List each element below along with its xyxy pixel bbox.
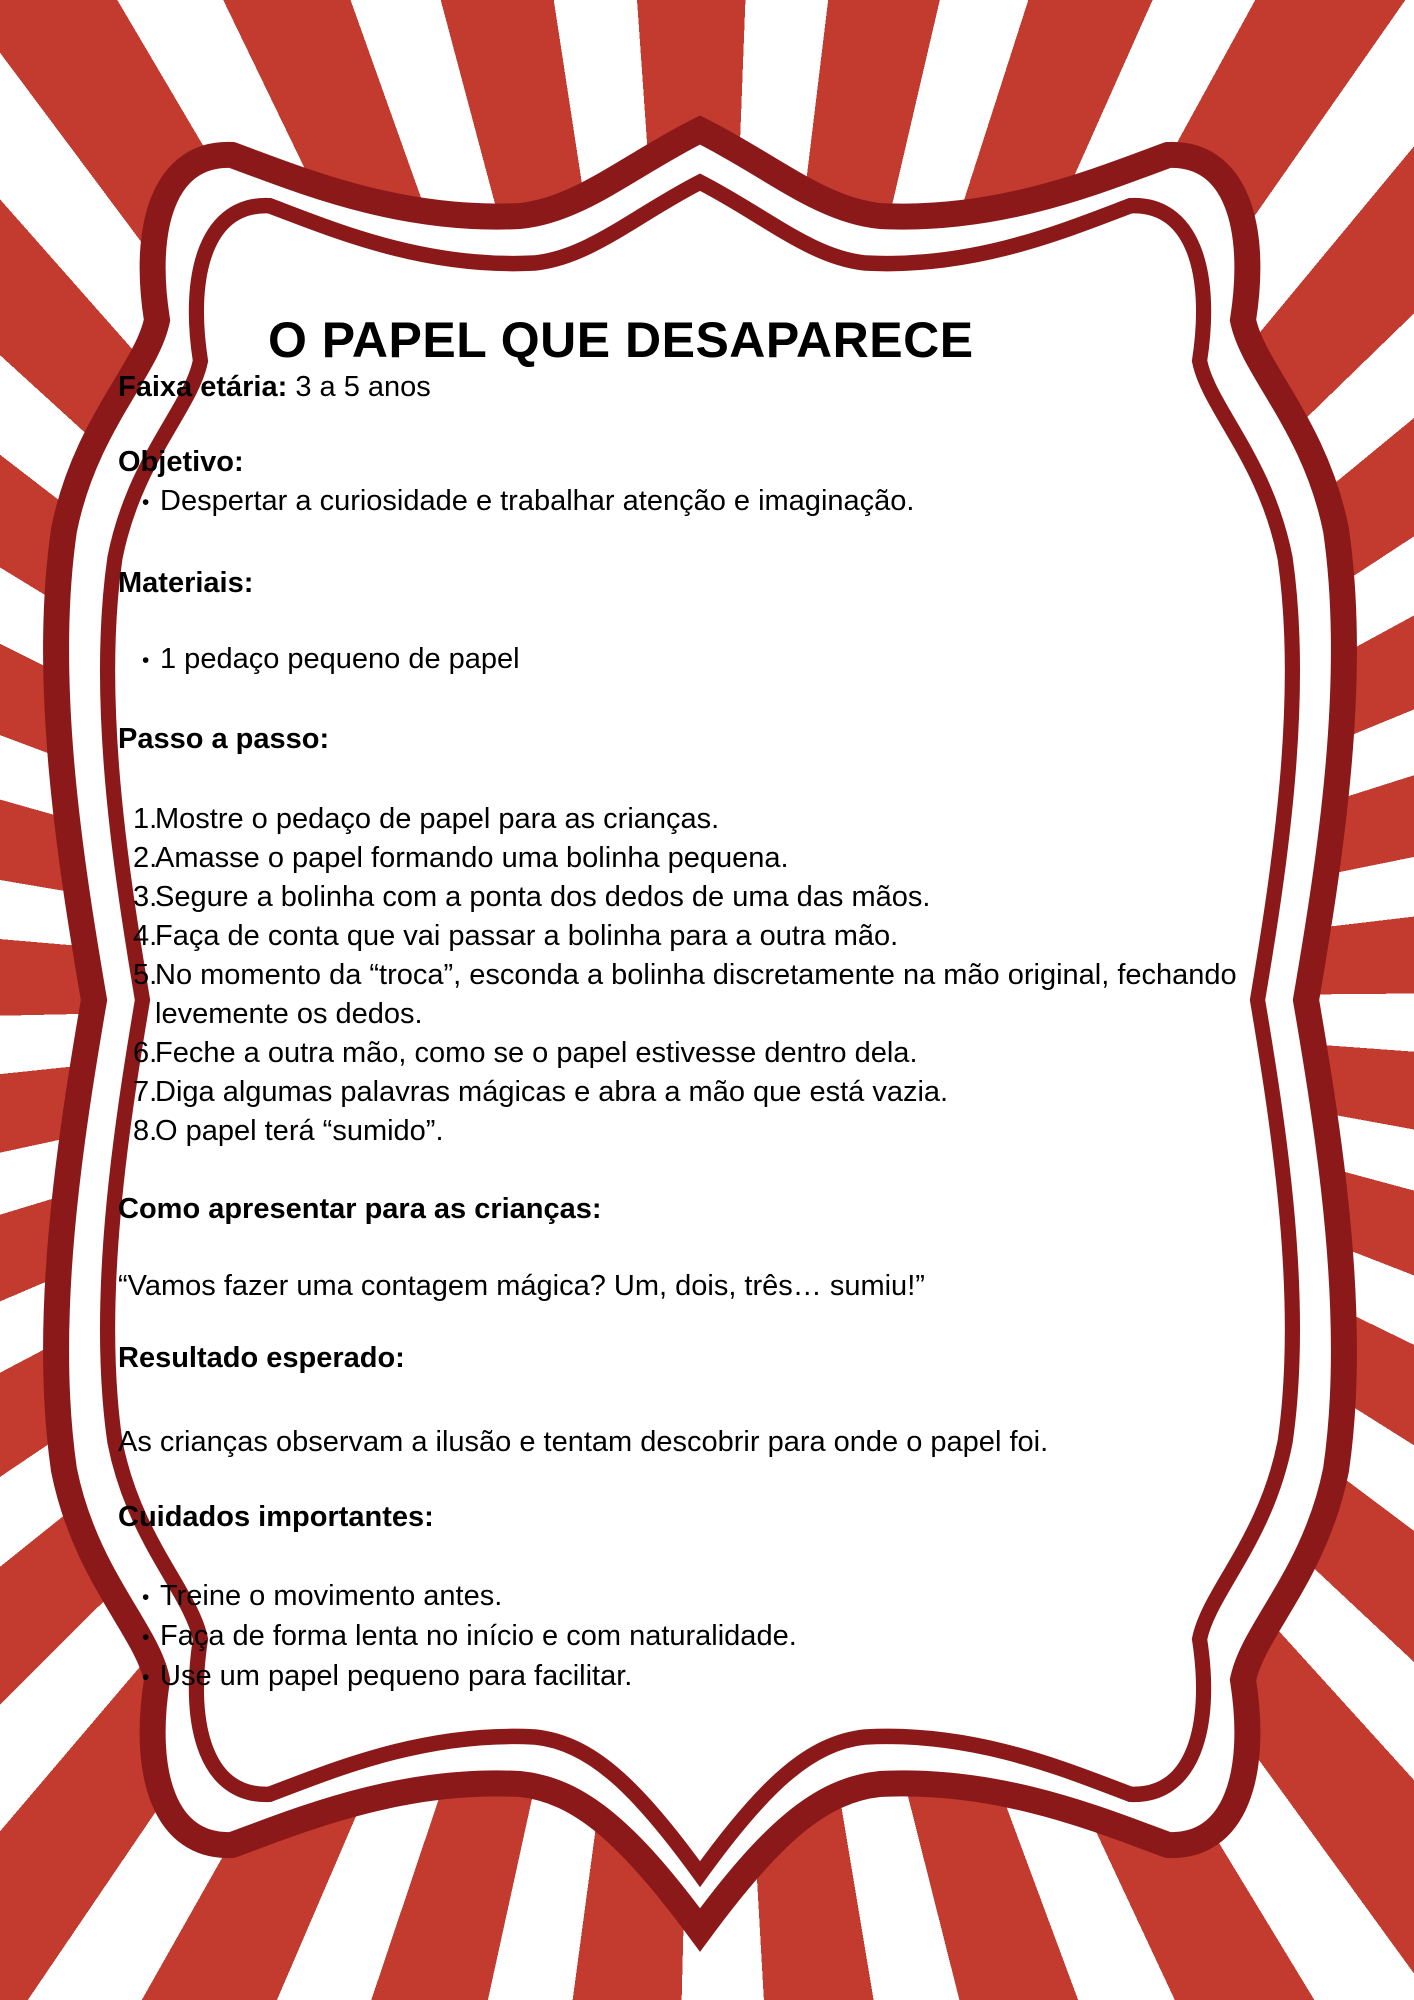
list-item: • 1 pedaço pequeno de papel: [118, 640, 1248, 680]
section-heading-materials: Materiais:: [118, 567, 254, 599]
age-range-line: [118, 368, 1248, 407]
step-item: Segure a bolinha com a ponta dos dedos de uma das mãos.: [155, 881, 931, 913]
care-list: [118, 1577, 1248, 1697]
page-title: O PAPEL QUE DESAPARECE: [268, 312, 974, 368]
age-range-value: 3 a 5 anos: [295, 371, 431, 403]
section-heading-presentation: Como apresentar para as crianças:: [118, 1193, 602, 1225]
sheet-content: [118, 312, 1248, 1697]
step-item: No momento da “troca”, esconda a bolinha discretamente na mão original, fechando levemente os dedos.: [155, 959, 1237, 1030]
step-item: Faça de conta que vai passar a bolinha para a outra mão.: [155, 920, 899, 952]
step-item: O papel terá “sumido”.: [155, 1115, 444, 1147]
list-item: • Despertar a curiosidade e trabalhar atenção e imaginação.: [118, 482, 1248, 522]
step-item: Feche a outra mão, como se o papel estivesse dentro dela.: [155, 1037, 918, 1069]
age-range-label: Faixa etária:: [118, 371, 288, 403]
step-item: Mostre o pedaço de papel para as crianças.: [155, 803, 720, 835]
section-heading-objective: Objetivo:: [118, 446, 244, 478]
list-item: • Treine o movimento antes.: [118, 1577, 1248, 1617]
section-heading-expected-result: Resultado esperado:: [118, 1342, 405, 1374]
steps-list: [118, 800, 1248, 1151]
list-item: • Use um papel pequeno para facilitar.: [118, 1657, 1248, 1697]
materials-list: [118, 640, 1248, 680]
objective-list: [118, 482, 1248, 522]
section-heading-care: Cuidados importantes:: [118, 1501, 434, 1533]
list-item: • Faça de forma lenta no início e com naturalidade.: [118, 1617, 1248, 1657]
presentation-quote: “Vamos fazer uma contagem mágica? Um, dois, três… sumiu!”: [118, 1270, 925, 1302]
section-heading-steps: Passo a passo:: [118, 723, 330, 755]
expected-result-text: As crianças observam a ilusão e tentam descobrir para onde o papel foi.: [118, 1426, 1049, 1458]
step-item: Diga algumas palavras mágicas e abra a mão que está vazia.: [155, 1076, 949, 1108]
step-item: Amasse o papel formando uma bolinha pequena.: [155, 842, 789, 874]
